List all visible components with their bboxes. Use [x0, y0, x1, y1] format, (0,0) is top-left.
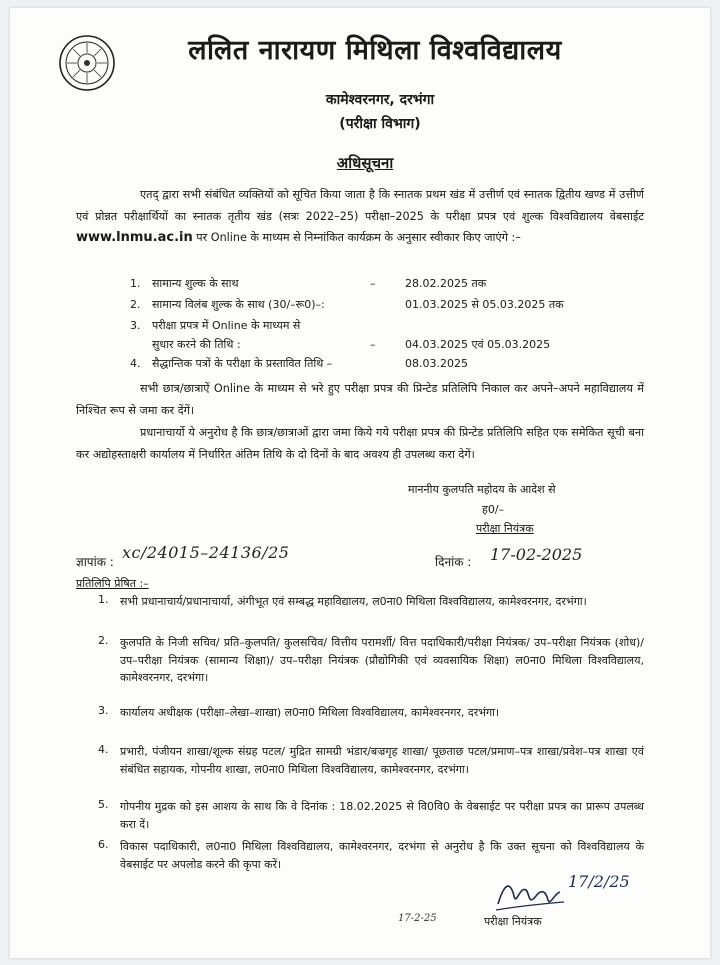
list-item: प्रभारी, पंजीयन शाखा/शूल्क संग्रह पटल/ मुद्रित सामग्री भंडार/बज्रगृह शाखा/ पूछताछ पटल/प्रमाण–पत्र शाखा/प्रवेश–पत्र शाखा एवं संबंधित सहायक, गोपनीय शाखा, ल0ना0 मिथिला विश्वविद्यालय, कामेश्वरनगर, दरभंगा। — [120, 745, 644, 776]
initials-handwritten: 17-2-25 — [398, 913, 437, 924]
list-item: कार्यालय अधीक्षक (परीक्षा–लेखा–शाखा) ल0ना0 मिथिला विश्वविद्यालय, कामेश्वरनगर, दरभंगा। — [120, 706, 500, 719]
notice-page: ललित नारायण मिथिला विश्वविद्यालय कामेश्वरनगर, दरभंगा (परीक्षा विभाग) अधिसूचना एतद् द्वारा सभी संबंधित व्यक्तियों को सूचित किया जाता है कि स्नातक प्रथम खंड में उत्तीर्ण एवं स्नातक द्वितीय खण्ड में उत्तीर्ण एवं प्रोन्नत परीक्षार्थियों का स्नातक तृतीय खंड (सत्रः 2022–25) परीक्षा–2025 के परीक्षा प्रपत्र एवं शुल्क विश्वविद्यालय वेबसाईट www.lnmu.ac.in पर Online के माध्यम से निम्नांकित कार्यक्रम के अनुसार स्वीकार किए जाएंगे :– 1. सामान्य शुल्क के साथ – 28.02.2025 तक 2. सामान्य विलंब शुल्क के साथ (30/–रू0)–: 01.03.2025 से 05.03.2025 तक 3. परीक्षा प्रपत्र में Online के माध्यम से सुधार करने की तिथि : – 04.03.2025 एवं 05.03.2025 4. सैद्धान्तिक पत्रों के परीक्षा के प्रस्तावित तिथि – 08.03.2025 सभी छात्र/छात्राऐं Online के माध्यम से भरे हुए परीक्षा प्रपत्र की प्रिन्टेड प्रतिलिपि निकाल कर अपने–अपने महाविद्यालय में निश्चित रूप से जमा कर देंगें। प्रधानाचार्यो ये अनुरोध है कि छात्र/छात्राओं द्वारा जमा किये गये परीक्षा प्रपत्र की प्रिन्टेड प्रतिलिपि सहित एक समेकित सूची बना कर अद्योहस्ताक्षरी कार्यालय में निर्धारित अंतिम तिथि के दो दिनों के बाद अवश्य ही उपलब्ध करा देगें। माननीय कुलपति महोदय के आदेश से ह0/– परीक्षा नियंत्रक ज्ञापांक : xc/24015–24136/25 दिनांक : 17-02-2025 प्रतिलिपि प्रेषित :– 1. सभी प्रधानाचार्य/प्रधानाचार्या, अंगीभूत एवं सम्बद्ध महाविद्यालय, ल0ना0 मिथिला विश्वविद्यालय, कामेश्वरनगर, दरभंगा। 2. कुलपति के निजी सचिव/ प्रति–कुलपति/ कुलसचिव/ वित्तीय परामर्शी/ वित्त पदाधिकारी/परीक्षा नियंत्रक/ उप–परीक्षा नियंत्रक (शोध)/ उप–परीक्षा नियंत्रक (सामान्य शिक्षा)/ उप–परीक्षा नियंत्रक (प्रौद्योगिकी एवं व्यवसायिक शिक्षा) ल0ना0 मिथिला विश्वविद्यालय, कामेश्वरनगर, दरभंगा। 3. कार्यालय अधीक्षक (परीक्षा–लेखा–शाखा) ल0ना0 मिथिला विश्वविद्यालय, कामेश्वरनगर, दरभंगा। 4. प्रभारी, पंजीयन शाखा/शूल्क संग्रह पटल/ मुद्रित सामग्री भंडार/बज्रगृह शाखा/ पूछताछ पटल/प्रमाण–पत्र शाखा/प्रवेश–पत्र शाखा एवं संबंधित सहायक, गोपनीय शाखा, ल0ना0 मिथिला विश्वविद्यालय, कामेश्वरनगर, दरभंगा। 5. गोपनीय मुद्रक को इस आशय के साथ कि वे दिनांक : 18.02.2025 से वि0वि0 के वेबसाईट पर परीक्षा प्रपत्र का प्रारूप उपलब्ध करा दें। 6. विकास पदाधिकारी, ल0ना0 मिथिला विश्वविद्यालय, कामेश्वरनगर, दरभंगा से अनुरोध है कि उक्त सूचना को विश्वविद्यालय के वेबसाईट पर अपलोड करने की कृपा करें। 17/2/25 17-2-25 परीक्षा नियंत्रक — [10, 8, 710, 958]
intro-text-1: एतद् द्वारा सभी संबंधित व्यक्तियों को सूचित किया जाता है कि स्नातक प्रथम खंड में उत्तीर्ण एवं स्नातक द्वितीय खण्ड में उत्तीर्ण एवं प्रोन्नत परीक्षार्थियों का स्नातक तृतीय खंड (सत्रः 2022–25) परीक्षा–2025 के परीक्षा प्रपत्र एवं शुल्क विश्वविद्यालय वेबसाईट — [76, 188, 644, 223]
list-item: गोपनीय मुद्रक को इस आशय के साथ कि वे दिनांक : 18.02.2025 से वि0वि0 के वेबसाईट पर परीक्षा प्रपत्र का प्रारूप उपलब्ध करा दें। — [120, 800, 644, 831]
signature-line-order: माननीय कुलपति महोदय के आदेश से — [408, 483, 556, 496]
website-link[interactable]: www.lnmu.ac.in — [76, 230, 193, 246]
students-paragraph: सभी छात्र/छात्राऐं Online के माध्यम से भरे हुए परीक्षा प्रपत्र की प्रिन्टेड प्रतिलिपि निकाल कर अपने–अपने महाविद्यालय में निश्चित रूप से जमा कर देंगें। — [76, 382, 644, 417]
notice-heading: अधिसूचना — [336, 154, 394, 172]
list-item-number: 4. — [98, 743, 109, 756]
list-item: विकास पदाधिकारी, ल0ना0 मिथिला विश्वविद्यालय, कामेश्वरनगर, दरभंगा से अनुरोध है कि उक्त सूचना को विश्वविद्यालय के वेबसाईट पर अपलोड करने की कृपा करें। — [120, 840, 644, 871]
university-name: ललित नारायण मिथिला विश्वविद्यालय — [188, 35, 562, 66]
department-name: (परीक्षा विभाग) — [339, 116, 421, 132]
memo-label: ज्ञापांक : — [76, 555, 114, 569]
list-item-number: 6. — [98, 838, 109, 851]
list-item-number: 3. — [98, 704, 109, 717]
university-address: कामेश्वरनगर, दरभंगा — [325, 92, 435, 108]
list-item-number: 5. — [98, 798, 109, 811]
list-item: कुलपति के निजी सचिव/ प्रति–कुलपति/ कुलसचिव/ वित्तीय परामर्शी/ वित्त पदाधिकारी/परीक्षा नियंत्रक/ उप–परीक्षा नियंत्रक (शोध)/ उप–परीक्षा नियंत्रक (सामान्य शिक्षा)/ उप–परीक्षा नियंत्रक (प्रौद्योगिकी एवं व्यवसायिक शिक्षा) ल0ना0 मिथिला विश्वविद्यालय, कामेश्वरनगर, दरभंगा। — [120, 636, 644, 684]
university-seal-icon — [58, 34, 116, 92]
list-item-number: 2. — [98, 634, 109, 647]
list-item: सभी प्रधानाचार्य/प्रधानाचार्या, अंगीभूत एवं सम्बद्ध महाविद्यालय, ल0ना0 मिथिला विश्वविद्यालय, कामेश्वरनगर, दरभंगा। — [120, 595, 587, 608]
date-label: दिनांक : — [435, 555, 472, 569]
intro-text-2: पर Online के माध्यम से निम्नांकित कार्यक्रम के अनुसार स्वीकार किए जाएंगे :– — [196, 231, 521, 245]
signature-line-controller: परीक्षा नियंत्रक — [476, 522, 534, 535]
signature-date-handwritten: 17/2/25 — [568, 872, 630, 891]
controller-signature — [490, 866, 640, 921]
list-item-number: 1. — [98, 593, 109, 606]
notice-intro — [76, 184, 644, 249]
copies-heading: प्रतिलिपि प्रेषित :– — [76, 577, 149, 590]
signature-line-signed: ह0/– — [482, 503, 505, 516]
memo-number-handwritten: xc/24015–24136/25 — [122, 543, 290, 562]
footer-signature-label: परीक्षा नियंत्रक — [484, 915, 542, 928]
date-handwritten: 17-02-2025 — [490, 545, 583, 564]
principals-paragraph: प्रधानाचार्यो ये अनुरोध है कि छात्र/छात्राओं द्वारा जमा किये गये परीक्षा प्रपत्र की प्रिन्टेड प्रतिलिपि सहित एक समेकित सूची बना कर अद्योहस्ताक्षरी कार्यालय में निर्धारित अंतिम तिथि के दो दिनों के बाद अवश्य ही उपलब्ध करा देगें। — [76, 426, 644, 461]
